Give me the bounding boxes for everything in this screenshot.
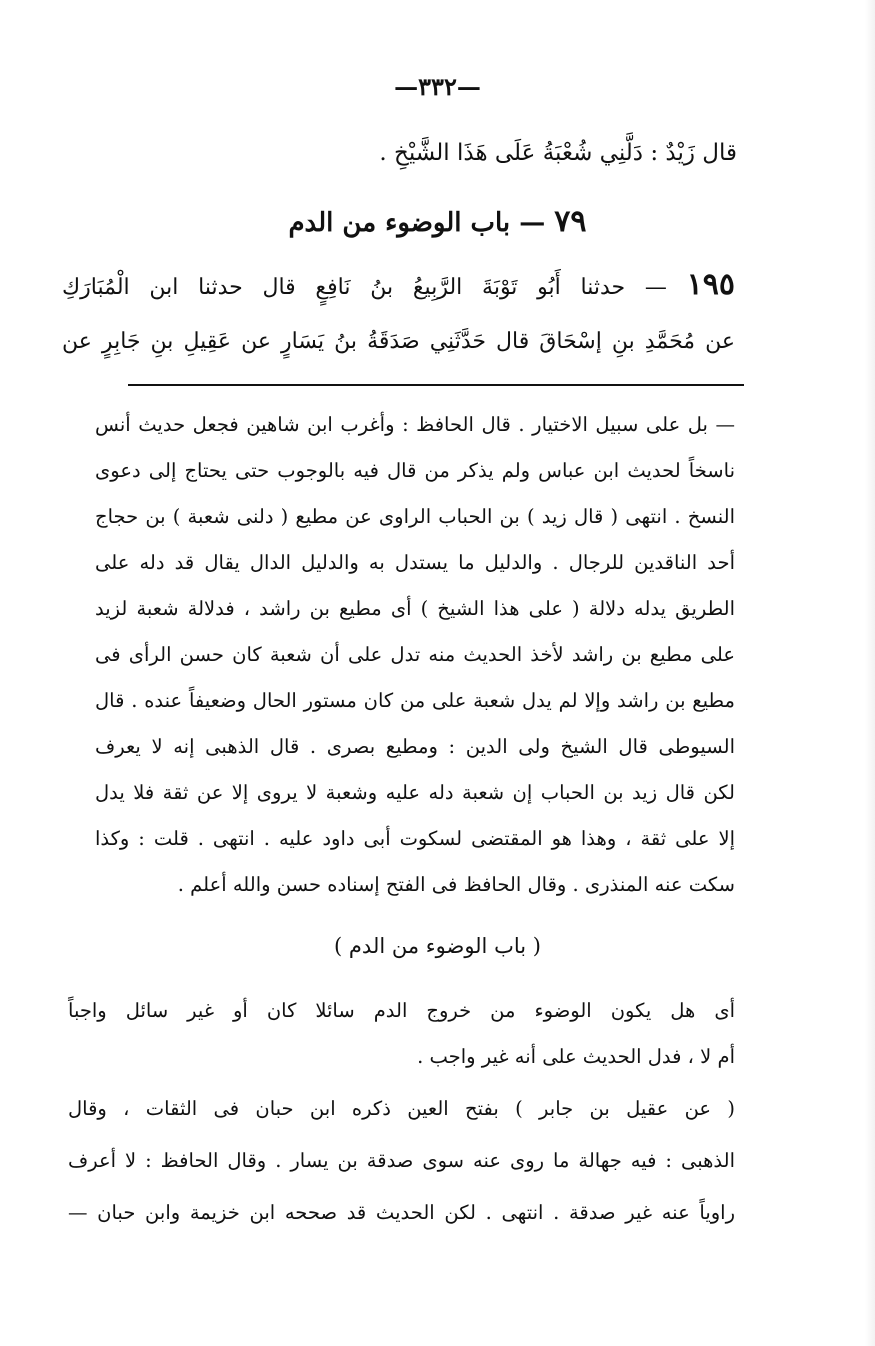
commentary-line: ناسخاً لحديث ابن عباس ولم يذكر من قال فيه بالوجوب حتى يحتاج إلى دعوى [95,459,735,482]
commentary-line: إلا على ثقة ، وهذا هو المقتضى لسكوت أبى داود عليه . انتهى . قلت : وكذا [95,827,735,850]
hadith-line-2: عن مُحَمَّدِ بنِ إسْحَاقَ قال حَدَّثَنِي صَدَقَةُ بنُ يَسَارٍ عن عَقِيلِ بنِ جَابِرٍ عن [62,329,735,354]
commentary-line: سكت عنه المنذرى . وقال الحافظ فى الفتح إسناده حسن والله أعلم . [177,873,735,896]
footnote-divider [128,384,744,386]
commentary-line: لكن قال زيد بن الحباب إن شعبة دله عليه وشعبة لا يروى إلا عن ثقة فلا يدل [95,781,735,804]
commentary-line: النسخ . انتهى ( قال زيد ) بن الحباب الراوى عن مطيع ( دلنى شعبة ) بن حجاج [95,505,735,528]
commentary-line: الطريق يدله دلالة ( على هذا الشيخ ) أى مطيع بن راشد ، فدلالة شعبة لزيد [95,597,735,620]
page-number: —٣٣٢— [394,72,481,101]
page-edge-shadow [865,0,875,1346]
hadith-line-1-text: — حدثنا أَبُو تَوْبَةَ الرَّبِيعُ بنُ نَافِعٍ قال حدثنا ابن الْمُبَارَكِ [62,275,667,300]
hadith-number: ١٩٥ [686,267,735,302]
chapter-heading [0,204,875,239]
chapter-number: ٧٩ [554,204,587,239]
section-line: أم لا ، فدل الحديث على أنه غير واجب . [417,1045,735,1068]
commentary-line: مطيع بن راشد وإلا لم يدل شعبة على من كان مستور الحال وضعيفاً عنده . قال [95,689,735,712]
final-line: راوياً عنه غير صدقة . انتهى . لكن الحديث قد صححه ابن خزيمة وابن حبان — [68,1201,735,1224]
chapter-title: باب الوضوء من الدم [288,208,511,238]
commentary-line: السيوطى قال الشيخ ولى الدين : ومطيع بصرى . قال الذهبى إنه لا يعرف [95,735,735,758]
section-title: ( باب الوضوء من الدم ) [334,934,541,958]
final-line: ( عن عقيل بن جابر ) بفتح العين ذكره ابن حبان فى الثقات ، وقال [68,1097,735,1120]
section-line: أى هل يكون الوضوء من خروج الدم سائلا كان أو غير سائل واجباً [68,999,735,1022]
hadith-line-1 [62,268,735,305]
commentary-line: أحد الناقدين للرجال . والدليل ما يستدل به والدليل الدال يقال قد دله على [95,551,735,574]
commentary-line: على مطيع بن راشد لأخذ الحديث منه تدل على أن شعبة كان حسن الرأى فى [95,643,735,666]
chapter-dash: — [519,208,546,238]
hadith-tail-line: قال زَيْدٌ : دَلَّنِي شُعْبَةُ عَلَى هَذَا الشَّيْخِ . [379,140,737,166]
commentary-line: — بل على سبيل الاختيار . قال الحافظ : وأغرب ابن شاهين فجعل حديث أنس [95,413,735,436]
final-line: الذهبى : فيه جهالة ما روى عنه سوى صدقة بن يسار . وقال الحافظ : لا أعرف [68,1149,735,1172]
